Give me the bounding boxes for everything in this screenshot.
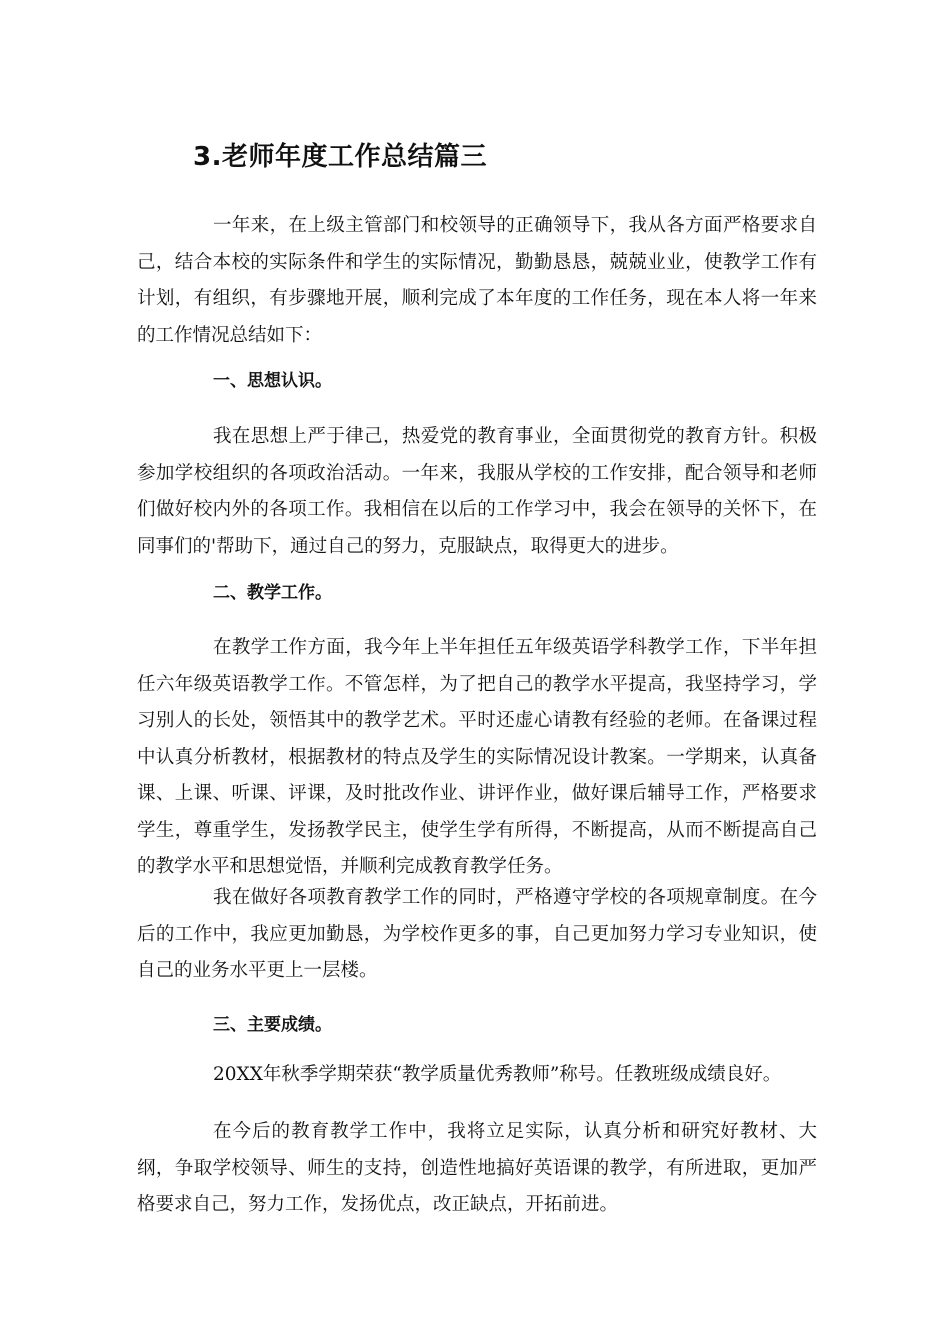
section-heading-teaching: 二、教学工作。: [213, 583, 332, 603]
section-paragraph-teaching-2: 我在做好各项教育教学工作的同时，严格遵守学校的各项规章制度。在今后的工作中，我应更加勤恳，为学校作更多的事，自己更加努力学习专业知识，使自己的业务水平更上一层楼。: [137, 887, 817, 981]
section-heading-achievements: 三、主要成绩。: [213, 1015, 332, 1035]
section-heading-thought: 一、思想认识。: [213, 371, 332, 391]
section-paragraph-achievements-2: 在今后的教育教学工作中，我将立足实际，认真分析和研究好教材、大纲，争取学校领导、师生的支持，创造性地搞好英语课的教学，有所进取，更加严格要求自己，努力工作，发扬优点，改正缺点，开拓前进。: [137, 1121, 817, 1215]
section-paragraph-teaching-1: 在教学工作方面，我今年上半年担任五年级英语学科教学工作，下半年担任六年级英语教学工作。不管怎样，为了把自己的教学水平提高，我坚持学习，学习别人的长处，领悟其中的教学艺术。平时还虚心请教有经验的老师。在备课过程中认真分析教材，根据教材的特点及学生的实际情况设计教案。一学期来，认真备课、上课、听课、评课，及时批改作业、讲评作业，做好课后辅导工作，严格要求学生，尊重学生，发扬教学民主，使学生学有所得，不断提高，从而不断提高自己的教学水平和思想觉悟，并顺利完成教育教学任务。: [137, 637, 817, 877]
intro-paragraph: 一年来，在上级主管部门和校领导的正确领导下，我从各方面严格要求自己，结合本校的实际条件和学生的实际情况，勤勤恳恳，兢兢业业，使教学工作有计划，有组织，有步骤地开展，顺利完成了本年度的工作任务，现在本人将一年来的工作情况总结如下：: [137, 215, 817, 346]
document-title: 3.老师年度工作总结篇三: [193, 142, 487, 172]
section-paragraph-thought: 我在思想上严于律己，热爱党的教育事业，全面贯彻党的教育方针。积极参加学校组织的各项政治活动。一年来，我服从学校的工作安排，配合领导和老师们做好校内外的各项工作。我相信在以后的工作学习中，我会在领导的关怀下，在同事们的'帮助下，通过自己的努力，克服缺点，取得更大的进步。: [137, 426, 817, 557]
section-paragraph-achievements-1: 20XX年秋季学期荣获“教学质量优秀教师”称号。任教班级成绩良好。: [213, 1064, 782, 1085]
